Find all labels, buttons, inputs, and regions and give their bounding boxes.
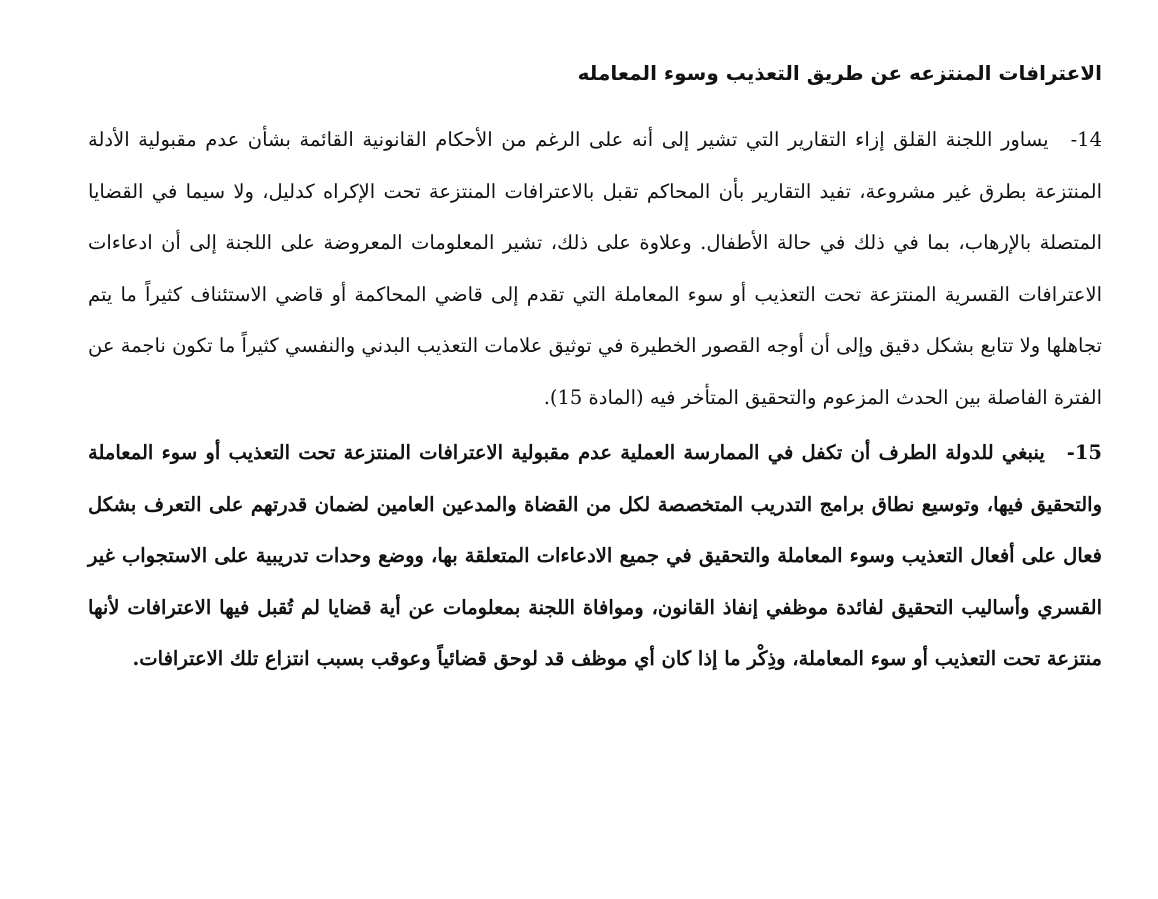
paragraph-number: 15- xyxy=(1066,441,1102,464)
paragraph-text: ينبغي للدولة الطرف أن تكفل في الممارسة العملية عدم مقبولية الاعترافات المنتزعة تحت التعذيب أو سوء المعاملة والتحقيق فيها، وتوسيع نطاق برامج التدريب المتخصصة لكل من القضاة والمدعين العامين لضمان قدرتهم على التعرف بشكل فعال على أفعال التعذيب وسوء المعاملة والتحقيق في جميع الادعاءات المتعلقة بها، ووضع وحدات تدريبية على الاستجواب غير القسري وأساليب التحقيق لفائدة موظفي إنفاذ القانون، وموافاة اللجنة بمعلومات عن أية قضايا لم تُقبل فيها الاعترافات لأنها منتزعة تحت التعذيب أو سوء المعاملة، وذِكْر ما إذا كان أي موظف قد لوحق قضائياً وعوقب بسبب انتزاع تلك الاعترافات. xyxy=(88,441,1102,670)
section-heading: الاعترافات المنتزعه عن طريق التعذيب وسوء المعامله xyxy=(577,61,1102,85)
paragraph-number: 14- xyxy=(1070,128,1102,151)
document-page xyxy=(88,58,1102,685)
paragraph-14 xyxy=(88,114,1102,423)
paragraph-text: يساور اللجنة القلق إزاء التقارير التي تشير إلى أنه على الرغم من الأحكام القانونية القائمة بشأن عدم مقبولية الأدلة المنتزعة بطرق غير مشروعة، تفيد التقارير بأن المحاكم تقبل بالاعترافات المنتزعة تحت الإكراه كدليل، ولا سيما في القضايا المتصلة بالإرهاب، بما في ذلك في حالة الأطفال. وعلاوة على ذلك، تشير المعلومات المعروضة على اللجنة إلى أن ادعاءات الاعترافات القسرية المنتزعة تحت التعذيب أو سوء المعاملة التي تقدم إلى قاضي المحاكمة أو قاضي الاستئناف كثيراً ما يتم تجاهلها ولا تتابع بشكل دقيق وإلى أن أوجه القصور الخطيرة في توثيق علامات التعذيب البدني والنفسي كثيراً ما تكون ناجمة عن الفترة الفاصلة بين الحدث المزعوم والتحقيق المتأخر فيه (المادة 15). xyxy=(88,128,1102,409)
paragraph-15 xyxy=(88,427,1102,685)
